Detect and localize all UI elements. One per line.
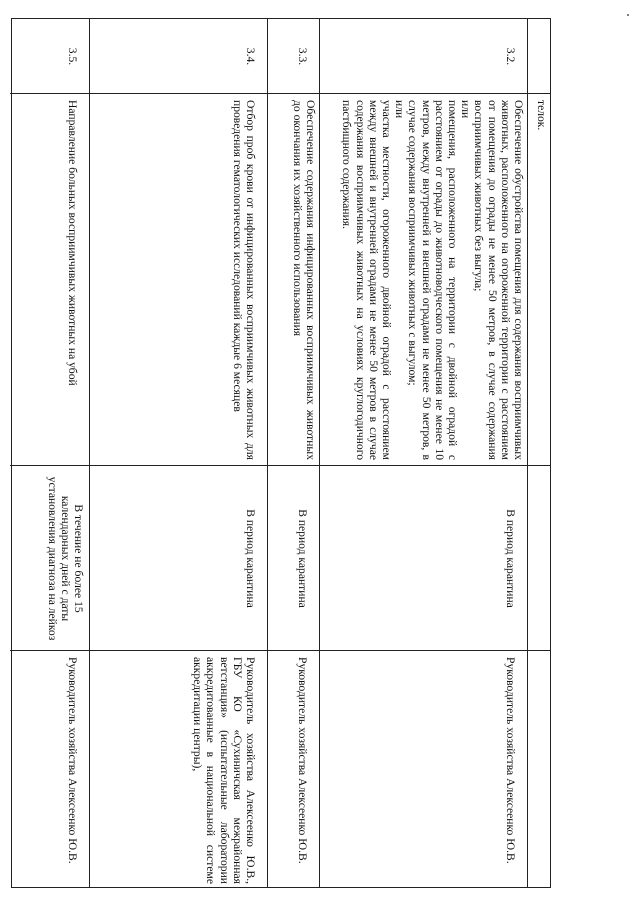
row-number: 3.5. [10, 19, 89, 94]
measure-text: участка местности, огороженного двойной оградой с расстоянием между внешней и внутренней оградами не менее 50 метров в случае содержания восприимчивых животных на условиях круглогодичного пастбищного содержания. [340, 100, 393, 460]
row-number: 3.4. [90, 19, 267, 94]
responsible-cell: Руководитель хозяйства Алексеенко Ю.В. [504, 657, 517, 864]
measure-text: телок. [535, 100, 548, 131]
term-cell: В период карантина [268, 466, 319, 651]
table-row [320, 19, 528, 887]
responsible-cell: Руководитель хозяйства Алексеенко Ю.В. [66, 657, 79, 864]
row-number: 3.3. [268, 19, 319, 94]
measure-cell [10, 94, 89, 466]
responsible-cell: Руководитель хозяйства Алексеенко Ю.В., ГБУ КО «Сухиничская межрайонная ветстанция» (испытательные лаборатории аккредитованные в национальной системе аккредитации центры), [191, 657, 257, 884]
term-cell: В период карантина [90, 466, 267, 651]
measure-cell [268, 94, 319, 466]
measure-cell [90, 94, 267, 466]
term-cell: В период карантина [320, 466, 527, 651]
responsible-cell [528, 651, 550, 889]
table-row [10, 19, 90, 887]
measure-text: или [393, 100, 407, 119]
measure-text: Направление больных восприимчивых животных на убой [66, 100, 79, 386]
measure-cell [528, 94, 550, 466]
row-number [528, 19, 550, 94]
measures-table [11, 18, 551, 888]
measure-text: Обеспечение обустройства помещения для содержания восприимчивых животных, расположенного на огороженной территории с расстоянием от помещения до ограды не менее 50 метров, в случае содержания восприимчивых животных без выгула; [472, 100, 525, 460]
measure-text: Отбор проб крови от инфицированных восприимчивых животных для проведения гематологических исследований каждые 6 месяцев [230, 100, 257, 460]
responsible-cell: Руководитель хозяйства Алексеенко Ю.В. [296, 657, 309, 864]
measure-text: помещения, расположенного на территории с двойной оградой с расстоянием от ограды до животноводческого помещения не менее 10 метров, между внутренней и внешней оградами не менее 50 метров, в случае содержания восприимчивых животных с выгулом; [406, 100, 459, 460]
measure-cell [320, 94, 527, 466]
term-cell: В течение не более 15 календарных дней с даты установления диагноза на лейкоз [10, 466, 89, 651]
term-cell [528, 466, 550, 651]
table-row [528, 19, 550, 887]
scan-speck [627, 14, 629, 16]
measure-text: Обеспечение содержания инфицированных восприимчивых животных до окончания их хозяйственного использования [290, 100, 317, 460]
measure-text: или [459, 100, 473, 119]
row-number: 3.2. [320, 19, 527, 94]
table-row [90, 19, 268, 887]
table-row [268, 19, 320, 887]
